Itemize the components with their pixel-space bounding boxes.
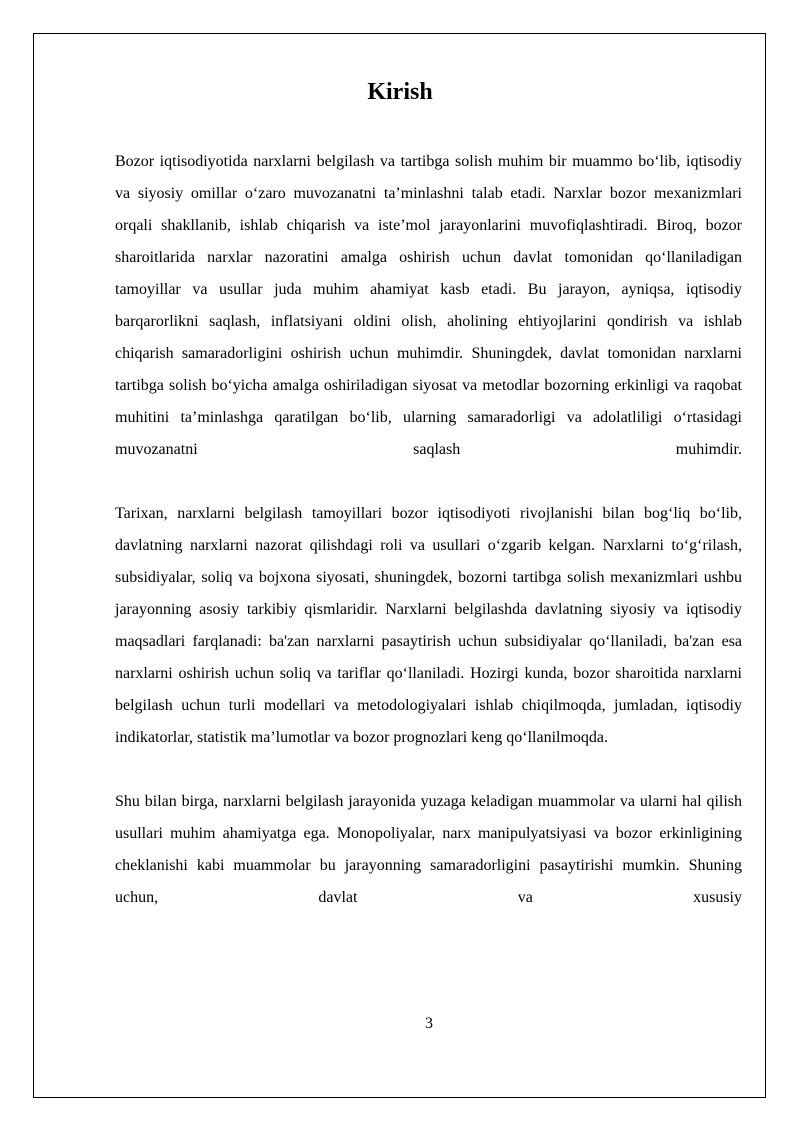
paragraph-problems: Shu bilan birga, narxlarni belgilash jarayonida yuzaga keladigan muammolar va ularni hal qilish usullari muhim ahamiyatga ega. Monopoliyalar, narx manipulyatsiyasi va bozor erkinligining cheklanishi kabi muammolar bu jarayonning samaradorligini pasaytirishi mumkin. Shuning uchun, davlat va xususiy: [115, 793, 742, 906]
page-title: Kirish: [367, 79, 433, 105]
page-number: 3: [425, 1015, 433, 1032]
body-text: [115, 146, 742, 946]
paragraph-history: Tarixan, narxlarni belgilash tamoyillari bozor iqtisodiyoti rivojlanishi bilan bog‘liq bo‘lib, davlatning narxlarni nazorat qilishdagi roli va usullari o‘zgarib kelgan. Narxlarni to‘g‘rilash, subsidiyalar, soliq va bojxona siyosati, shuningdek, bozorni tartibga solish mexanizmlari ushbu jarayonning asosiy tarkibiy qismlaridir. Narxlarni belgilashda davlatning siyosiy va iqtisodiy maqsadlari farqlanadi: ba'zan narxlarni pasaytirish uchun subsidiyalar qo‘llaniladi, ba'zan esa narxlarni oshirish uchun soliq va tariflar qo‘llaniladi. Hozirgi kunda, bozor sharoitida narxlarni belgilash uchun turli modellari va metodologiyalari ishlab chiqilmoqda, jumladan, iqtisodiy indikatorlar, statistik ma’lumotlar va bozor prognozlari keng qo‘llanilmoqda.: [115, 505, 742, 746]
paragraph-intro: Bozor iqtisodiyotida narxlarni belgilash va tartibga solish muhim bir muammo bo‘lib, iqtisodiy va siyosiy omillar o‘zaro muvozanatni ta’minlashni talab etadi. Narxlar bozor mexanizmlari orqali shakllanib, ishlab chiqarish va iste’mol jarayonlarini muvofiqlashtiradi. Biroq, bozor sharoitlarida narxlar nazoratini amalga oshirish uchun davlat tomonidan qo‘llaniladigan tamoyillar va usullar juda muhim ahamiyat kasb etadi. Bu jarayon, ayniqsa, iqtisodiy barqarorlikni saqlash, inflatsiyani oldini olish, aholining ehtiyojlarini qondirish va ishlab chiqarish samaradorligini oshirish uchun muhimdir. Shuningdek, davlat tomonidan narxlarni tartibga solish bo‘yicha amalga oshiriladigan siyosat va metodlar bozorning erkinligi va raqobat muhitini ta’minlashga qaratilgan bo‘lib, ularning samaradorligi va adolatliligi o‘rtasidagi muvozanatni saqlash muhimdir.: [115, 153, 742, 458]
